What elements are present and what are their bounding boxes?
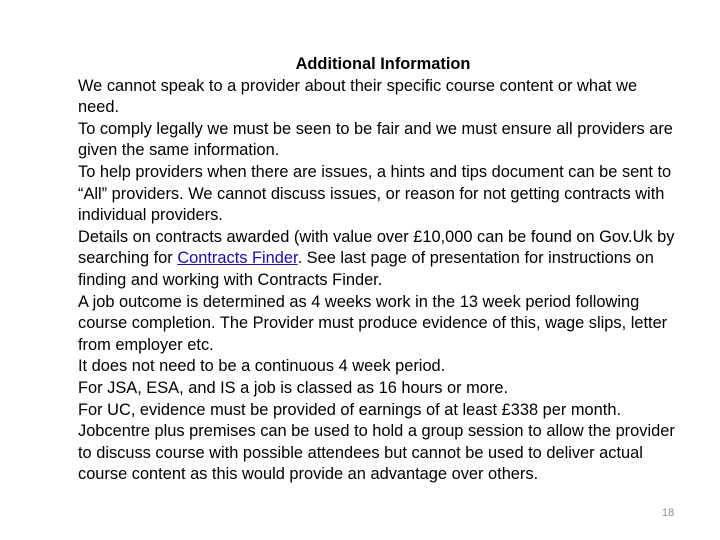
paragraph-comply-legally: To comply legally we must be seen to be fair and we must ensure all providers are given the same information.	[78, 119, 673, 160]
page-number: 18	[662, 507, 675, 519]
slide-content	[78, 54, 678, 486]
slide-title: Additional Information	[295, 55, 471, 73]
paragraph-provider-content: We cannot speak to a provider about their specific course content or what we need.	[78, 76, 638, 117]
contracts-finder-link[interactable]: Contracts Finder	[177, 249, 298, 268]
paragraph-uc-evidence: For UC, evidence must be provided of earnings of at least £338 per month.	[78, 400, 622, 419]
paragraph-continuous-period: It does not need to be a continuous 4 week period.	[78, 357, 446, 376]
paragraph-jobcentre-premises: Jobcentre plus premises can be used to hold a group session to allow the provider to discuss course with possible attendees but cannot be used to deliver actual course content as this would provide an advantage over others.	[78, 422, 675, 484]
paragraph-help-providers: To help providers when there are issues, a hints and tips document can be sent to “All” providers. We cannot discuss issues, or reason for not getting contracts with individual providers.	[78, 162, 672, 225]
paragraph-contracts-awarded	[78, 227, 678, 292]
paragraph-job-outcome: A job outcome is determined as 4 weeks work in the 13 week period following course completion. The Provider must produce evidence of this, wage slips, letter from employer etc.	[78, 292, 668, 354]
contracts-text-after-link: . See last page of presentation for instructions on finding and working with Contracts Finder.	[78, 249, 654, 289]
contracts-text-before-link: Details on contracts awarded (with value over £10,000 can be found on Gov.Uk by searching for	[78, 227, 675, 268]
paragraph-jsa-esa-is: For JSA, ESA, and IS a job is classed as 16 hours or more.	[78, 378, 508, 397]
